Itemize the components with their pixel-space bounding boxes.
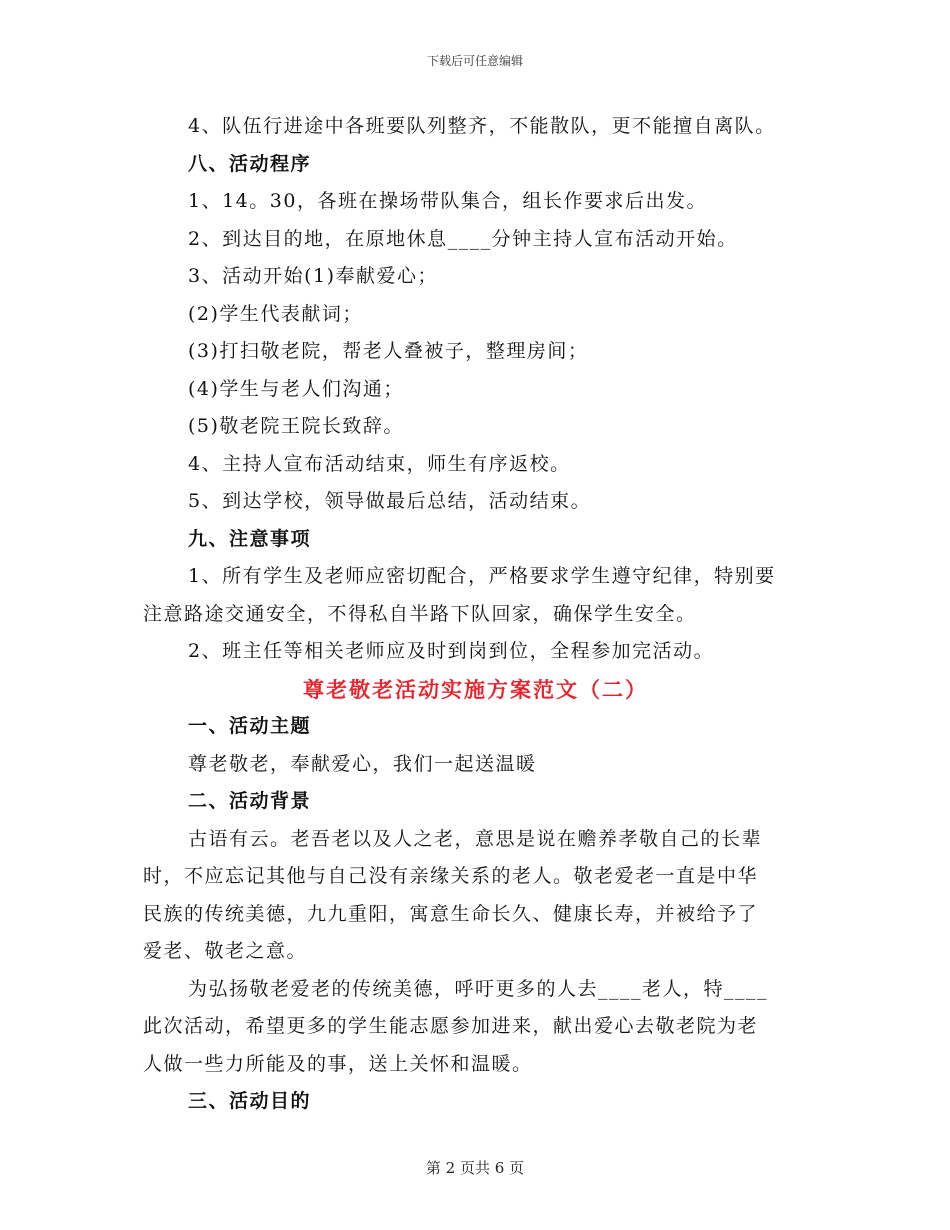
paragraph-line: 爱老、敬老之意。 bbox=[143, 940, 308, 962]
paragraph-line: 人做一些力所能及的事，送上关怀和温暖。 bbox=[143, 1052, 533, 1075]
paragraph-line: 此次活动，希望更多的学生能志愿参加进来，献出爱心去敬老院为老 bbox=[143, 1015, 759, 1037]
paragraph-line: 为弘扬敬老爱老的传统美德，呼吁更多的人去____老人，特____ bbox=[188, 977, 769, 1000]
page-header: 下载后可任意编辑 bbox=[426, 54, 523, 68]
list-item: 4、队伍行进途中各班要队列整齐，不能散队，更不能擅自离队。 bbox=[188, 115, 776, 137]
document-body bbox=[143, 108, 808, 1121]
list-item: 2、班主任等相关老师应及时到岗到位，全程参加完活动。 bbox=[188, 640, 715, 662]
list-item: 5、到达学校，领导做最后总结，活动结束。 bbox=[188, 490, 592, 512]
list-item: 1、14。30，各班在操场带队集合，组长作要求后出发。 bbox=[188, 190, 707, 212]
paragraph-line: 1、所有学生及老师应密切配合，严格要求学生遵守纪律，特别要 bbox=[188, 565, 776, 587]
paragraph-line: 尊老敬老，奉献爱心，我们一起送温暖 bbox=[188, 752, 537, 775]
list-item: 3、活动开始(1)奉献爱心； bbox=[188, 265, 439, 287]
list-item: (3)打扫敬老院，帮老人叠被子，整理房间； bbox=[188, 340, 589, 362]
list-item: (5)敬老院王院长致辞。 bbox=[188, 415, 404, 437]
list-item: (2)学生代表献词； bbox=[188, 302, 363, 325]
section-heading: 三、活动目的 bbox=[188, 1090, 312, 1112]
paragraph-line: 时，不应忘记其他与自己没有亲缘关系的老人。敬老爱老一直是中华 bbox=[143, 865, 759, 887]
page-footer: 第 2 页共 6 页 bbox=[425, 1159, 525, 1177]
document-title: 尊老敬老活动实施方案范文（二） bbox=[303, 676, 648, 702]
paragraph-line: 古语有云。老吾老以及人之老，意思是说在赡养孝敬自己的长辈 bbox=[188, 827, 763, 850]
list-item: 2、到达目的地，在原地休息____分钟主持人宣布活动开始。 bbox=[188, 227, 738, 250]
section-heading: 二、活动背景 bbox=[188, 790, 312, 812]
paragraph-line: 注意路途交通安全，不得私自半路下队回家，确保学生安全。 bbox=[143, 602, 697, 625]
list-item: 4、主持人宣布活动结束，师生有序返校。 bbox=[188, 452, 571, 475]
paragraph-line: 民族的传统美德，九九重阳，寓意生命长久、健康长寿，并被给予了 bbox=[143, 902, 759, 925]
section-heading: 一、活动主题 bbox=[188, 715, 312, 737]
section-heading: 九、注意事项 bbox=[188, 527, 312, 550]
list-item: (4)学生与老人们沟通； bbox=[188, 377, 404, 400]
section-heading: 八、活动程序 bbox=[188, 152, 312, 175]
